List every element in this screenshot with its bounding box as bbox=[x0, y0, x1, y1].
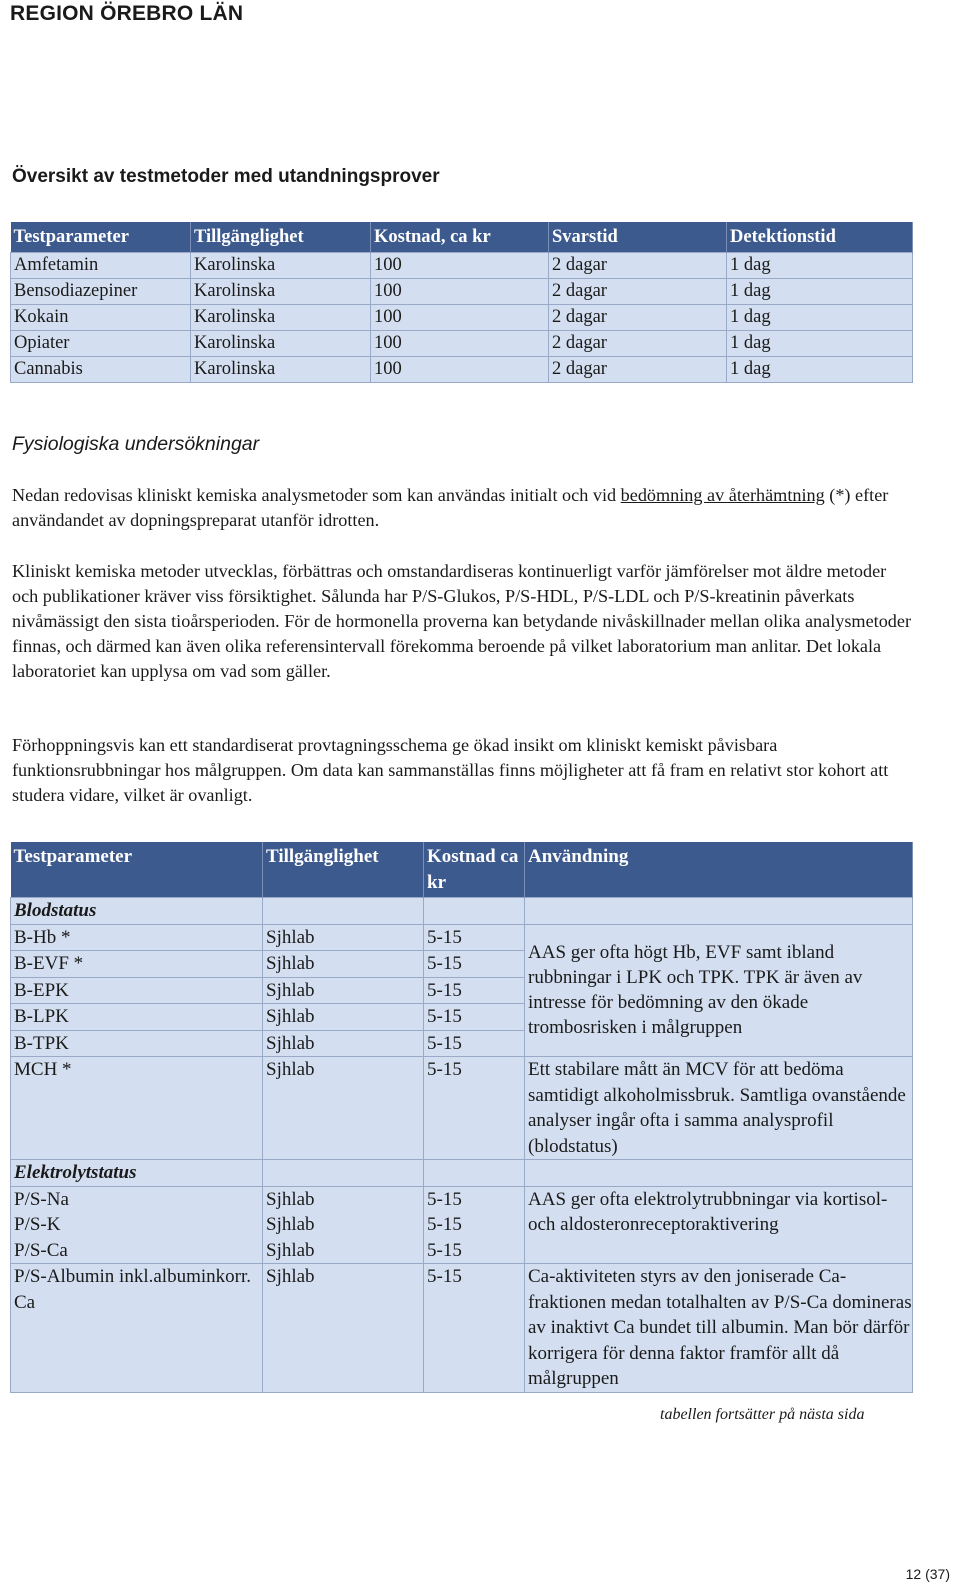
cell: B-TPK bbox=[11, 1030, 263, 1057]
cell: Sjhlab bbox=[263, 1030, 424, 1057]
assessment-link[interactable]: bedömning av återhämtning bbox=[620, 485, 825, 505]
section-row-blodstatus bbox=[11, 898, 913, 925]
cell: 2 dagar bbox=[549, 357, 727, 383]
table-row bbox=[11, 1057, 913, 1160]
header-testparameter: Testparameter bbox=[11, 222, 191, 253]
table-row bbox=[11, 279, 913, 305]
cell: Amfetamin bbox=[11, 253, 191, 279]
table-row bbox=[11, 1264, 913, 1393]
cell: Karolinska bbox=[191, 305, 371, 331]
cell: 1 dag bbox=[727, 305, 913, 331]
cell: Sjhlab bbox=[263, 1004, 424, 1031]
cell: Sjhlab bbox=[263, 951, 424, 978]
cell bbox=[525, 898, 913, 925]
cell: Karolinska bbox=[191, 279, 371, 305]
cell: Sjhlab bbox=[263, 1186, 424, 1212]
cell: 100 bbox=[371, 357, 549, 383]
cell bbox=[263, 1160, 424, 1187]
region-logo-text: REGION ÖREBRO LÄN bbox=[10, 2, 244, 25]
header-detection-time: Detektionstid bbox=[727, 222, 913, 253]
usage-elektrolyt: AAS ger ofta elektrolytrubbningar via kortisol- och aldosteronreceptoraktivering bbox=[525, 1186, 913, 1264]
cell: 1 dag bbox=[727, 253, 913, 279]
cell: P/S-Ca bbox=[11, 1238, 263, 1264]
cell: 5-15 bbox=[424, 1264, 525, 1393]
cell bbox=[525, 1160, 913, 1187]
header-response-time: Svarstid bbox=[549, 222, 727, 253]
cell: 2 dagar bbox=[549, 331, 727, 357]
paragraph-intro-text-2: (*) efter användandet av dopningspreparat utanför idrotten. bbox=[12, 485, 889, 530]
header-cost: Kostnad ca kr bbox=[424, 842, 525, 898]
cell: 5-15 bbox=[424, 1238, 525, 1264]
cell: 2 dagar bbox=[549, 279, 727, 305]
cell: 5-15 bbox=[424, 951, 525, 978]
table-continues-note: tabellen fortsätter på nästa sida bbox=[660, 1406, 865, 1423]
cell: P/S-K bbox=[11, 1212, 263, 1238]
cell: Cannabis bbox=[11, 357, 191, 383]
paragraph-methods: Kliniskt kemiska metoder utvecklas, förbättras och omstandardiseras kontinuerligt varför jämförelser mot äldre metoder och publikationer kräver viss försiktighet. Sålunda har P/S-Glukos, P/S-HDL, P/S-LDL och P/S-kreatinin påverkats nivåmässigt den sista tioårsperioden. För de hormonella proverna kan betydande nivåskillnader mellan olika analysmetoder finnas, och därmed kan även olika referensintervall förekomma beroende på vilket laboratorium man anlitar. Det lokala laboratoriet kan upplysa om vad som gäller. bbox=[12, 561, 912, 681]
header-availability: Tillgänglighet bbox=[263, 842, 424, 898]
cell: Sjhlab bbox=[263, 924, 424, 951]
page-number: 12 (37) bbox=[905, 1566, 950, 1582]
table-header-row bbox=[11, 222, 913, 253]
cell: 1 dag bbox=[727, 279, 913, 305]
cell: Sjhlab bbox=[263, 1057, 424, 1160]
cell: Karolinska bbox=[191, 253, 371, 279]
section-row-elektrolytstatus bbox=[11, 1160, 913, 1187]
header-cost: Kostnad, ca kr bbox=[371, 222, 549, 253]
cell: 1 dag bbox=[727, 331, 913, 357]
cell: 5-15 bbox=[424, 1186, 525, 1212]
cell: Sjhlab bbox=[263, 1212, 424, 1238]
cell: 5-15 bbox=[424, 1057, 525, 1160]
usage-blodstatus: AAS ger ofta högt Hb, EVF samt ibland rubbningar i LPK och TPK. TPK är även av intresse för bedömning av den ökade trombosrisken i målgruppen bbox=[525, 924, 913, 1057]
cell: 5-15 bbox=[424, 1212, 525, 1238]
header-availability: Tillgänglighet bbox=[191, 222, 371, 253]
cell: 5-15 bbox=[424, 924, 525, 951]
section-title-physiological: Fysiologiska undersökningar bbox=[12, 433, 260, 455]
cell: P/S-Na bbox=[11, 1186, 263, 1212]
cell: Sjhlab bbox=[263, 1238, 424, 1264]
header-usage: Användning bbox=[525, 842, 913, 898]
cell: Karolinska bbox=[191, 331, 371, 357]
cell: 100 bbox=[371, 331, 549, 357]
header-testparameter: Testparameter bbox=[11, 842, 263, 898]
section-label-blodstatus: Blodstatus bbox=[11, 898, 263, 925]
cell: 5-15 bbox=[424, 977, 525, 1004]
paragraph-intro-text-1: Nedan redovisas kliniskt kemiska analysmetoder som kan användas initialt och vid bbox=[12, 485, 621, 505]
table-row bbox=[11, 305, 913, 331]
table-row bbox=[11, 357, 913, 383]
cell: 1 dag bbox=[727, 357, 913, 383]
cell: Bensodiazepiner bbox=[11, 279, 191, 305]
cell: 5-15 bbox=[424, 1004, 525, 1031]
usage-mch: Ett stabilare mått än MCV för att bedöma samtidigt alkoholmissbruk. Samtliga ovanstående analyser ingår ofta i samma analysprofil (blodstatus) bbox=[525, 1057, 913, 1160]
cell: Kokain bbox=[11, 305, 191, 331]
cell bbox=[424, 1160, 525, 1187]
cell: MCH * bbox=[11, 1057, 263, 1160]
cell: Karolinska bbox=[191, 357, 371, 383]
cell bbox=[263, 898, 424, 925]
paragraph-schedule: Förhoppningsvis kan ett standardiserat provtagningsschema ge ökad insikt om kliniskt kemiskt påvisbara funktionsrubbningar hos målgruppen. Om data kan sammanställas finns möjligheter att få fram en relativt stor kohort att studera vidare, vilket är ovanligt. bbox=[12, 735, 889, 805]
clinical-chemistry-table bbox=[10, 842, 913, 1393]
table-row bbox=[11, 253, 913, 279]
table-row bbox=[11, 331, 913, 357]
cell: B-Hb * bbox=[11, 924, 263, 951]
cell: 100 bbox=[371, 305, 549, 331]
cell: Sjhlab bbox=[263, 977, 424, 1004]
cell: 100 bbox=[371, 279, 549, 305]
cell: 2 dagar bbox=[549, 305, 727, 331]
cell: B-EPK bbox=[11, 977, 263, 1004]
breath-test-table bbox=[10, 222, 913, 383]
cell: 5-15 bbox=[424, 1030, 525, 1057]
cell: 2 dagar bbox=[549, 253, 727, 279]
table-header-row bbox=[11, 842, 913, 898]
cell: P/S-Albumin inkl.albuminkorr. Ca bbox=[11, 1264, 263, 1393]
cell: B-LPK bbox=[11, 1004, 263, 1031]
table-row bbox=[11, 1186, 913, 1212]
paragraph-intro bbox=[12, 483, 917, 533]
cell: B-EVF * bbox=[11, 951, 263, 978]
cell: Opiater bbox=[11, 331, 191, 357]
section-label-elektrolytstatus: Elektrolytstatus bbox=[11, 1160, 263, 1187]
usage-albumin: Ca-aktiviteten styrs av den joniserade Ca-fraktionen medan totalhalten av P/S-Ca domineras av inaktivt Ca bundet till albumin. Man bör därför korrigera för denna faktor framför allt då målgruppen bbox=[525, 1264, 913, 1393]
section-title-breath-tests: Översikt av testmetoder med utandningsprover bbox=[12, 166, 440, 187]
cell bbox=[424, 898, 525, 925]
cell: 100 bbox=[371, 253, 549, 279]
cell: Sjhlab bbox=[263, 1264, 424, 1393]
table-row bbox=[11, 924, 913, 951]
